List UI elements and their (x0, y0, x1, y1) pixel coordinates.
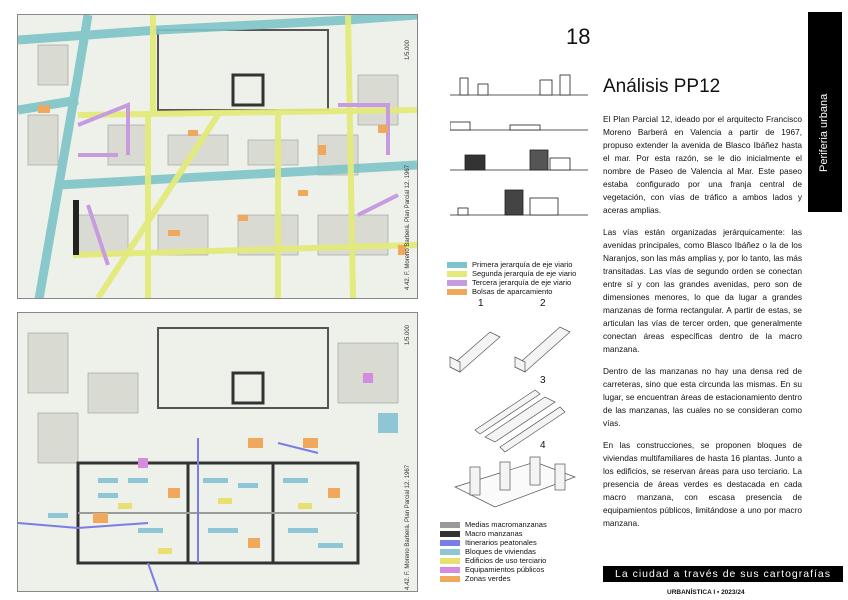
diagram-number: 2 (540, 298, 546, 309)
legend-label: Zonas verdes (465, 574, 511, 583)
legend-swatch (447, 271, 467, 277)
legend-swatch (447, 280, 467, 286)
legend-swatch (440, 549, 460, 555)
road-hierarchy-map (17, 14, 418, 299)
legend-label: Tercera jerarquía de eje viario (472, 278, 572, 287)
paragraph: En las construcciones, se proponen bloques de viviendas multifamiliares de hasta 16 plantas. Junto a los edificios, se reservan áreas para uso terciario. La presencia de áreas verdes es destacada en cada macro manzana, con escasa presencia de equipamientos públicos, limitándose a uno por macro manzana. (603, 440, 802, 528)
legend-item (447, 278, 576, 287)
paragraph: El Plan Parcial 12, ideado por el arquitecto Francisco Moreno Barberá en Valencia a partir de 1967, propuso extender la avenida de Blasco Ibáñez hasta el mar. Por esta razón, se le dio inicialmente el nombre de Paseo de Valencia al Mar. Este paseo estaba configurado por una franja central de vegetación, con vías de tráfico a ambos lados y aceras amplias. (603, 114, 802, 215)
bottom-legend (440, 520, 547, 583)
diagram-number: 4 (540, 440, 546, 451)
legend-item (447, 260, 576, 269)
legend-swatch (440, 558, 460, 564)
legend-item (440, 556, 547, 565)
legend-item (440, 565, 547, 574)
legend-label: Itinerarios peatonales (465, 538, 537, 547)
legend-label: Bolsas de aparcamiento (472, 287, 553, 296)
footer: URBANÍSTICA I ▪ 2023/24 (667, 589, 745, 596)
legend-swatch (447, 289, 467, 295)
page-title: Análisis PP12 (603, 76, 721, 97)
legend-swatch (440, 567, 460, 573)
legend-item (440, 538, 547, 547)
scale-label: 1/5.000 (405, 324, 411, 345)
page-number: 18 (566, 24, 591, 49)
top-legend (447, 260, 576, 296)
paragraph: Dentro de las manzanas no hay una densa red de carreteras, sino que esta circunda las mismas. En su lugar, se encuentran áreas de estacionamiento dentro de las manzanas, las cuales no se consideran como vías. (603, 366, 802, 428)
block-structure-map (17, 312, 418, 592)
legend-item (440, 574, 547, 583)
legend-label: Medias macromanzanas (465, 520, 547, 529)
legend-item (440, 520, 547, 529)
legend-label: Segunda jerarquía de eje viario (472, 269, 577, 278)
map-caption: 4.42. F. Moreno Barberá. Plan Parcial 12. 1967 (405, 164, 411, 290)
legend-swatch (440, 540, 460, 546)
map-caption: 4.42. F. Moreno Barberá. Plan Parcial 12. 1967 (405, 464, 411, 590)
scale-label: 1/5.000 (405, 39, 411, 60)
diagram-number: 3 (540, 375, 546, 386)
legend-label: Primera jerarquía de eje viario (472, 260, 573, 269)
section-tab (808, 12, 842, 212)
legend-swatch (440, 576, 460, 582)
section-tab-label: Periferia urbana (818, 93, 830, 172)
legend-label: Bloques de viviendas (465, 547, 536, 556)
diagram-number: 1 (478, 298, 484, 309)
paragraph: Las vías están organizadas jerárquicamente: las avenidas principales, como Blasco Ibáñez o la de los Naranjos, son las más amplias y, por lo tanto, las más transitadas. Las vías de segundo orden se conectan entre sí y con las grandes avenidas, pero son de dimensiones menores, lo que da lugar a grandes manzanas de forma rectangular. A partir de estas, se articulan las vías de tercer orden, que generalmente conectan áreas específicas dentro de la macro manzana. (603, 227, 802, 354)
legend-item (447, 287, 576, 296)
legend-item (440, 529, 547, 538)
body-text (603, 113, 802, 539)
legend-swatch (447, 262, 467, 268)
series-banner: La ciudad a través de sus cartografías (603, 566, 843, 582)
street-sections (450, 70, 588, 220)
legend-item (440, 547, 547, 556)
legend-item (447, 269, 576, 278)
legend-label: Macro manzanas (465, 529, 523, 538)
legend-swatch (440, 522, 460, 528)
legend-swatch (440, 531, 460, 537)
axonometric-diagrams (445, 312, 585, 512)
legend-label: Edificios de uso terciario (465, 556, 547, 565)
legend-label: Equipamientos públicos (465, 565, 545, 574)
